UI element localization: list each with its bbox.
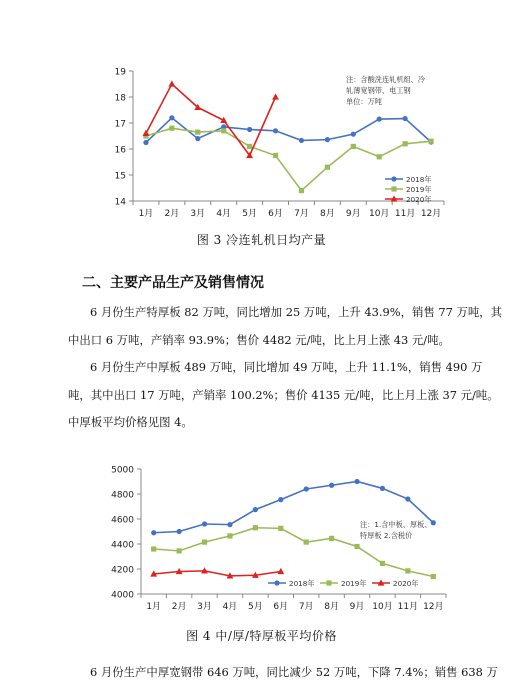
legend-marker <box>326 580 331 585</box>
data-point <box>278 526 283 531</box>
data-point <box>247 144 252 149</box>
data-point <box>377 117 382 122</box>
legend-label: 2019年 <box>341 579 367 588</box>
x-tick-label: 6月 <box>268 209 283 219</box>
data-point <box>380 486 385 491</box>
data-point <box>405 568 410 573</box>
x-tick-label: 8月 <box>320 209 335 219</box>
data-point <box>299 138 304 143</box>
y-tick-label: 4000 <box>111 590 134 601</box>
y-tick-label: 17 <box>114 119 126 130</box>
y-tick-label: 5000 <box>111 465 134 476</box>
data-point <box>195 136 200 141</box>
data-point <box>278 497 283 502</box>
x-tick-label: 2月 <box>171 602 187 612</box>
chart-note: 轧薄宽钢带、电工钢 <box>346 86 411 95</box>
x-tick-label: 8月 <box>324 602 339 612</box>
data-point <box>273 153 278 158</box>
data-point <box>202 521 207 526</box>
data-point <box>428 139 433 144</box>
data-point <box>354 544 359 549</box>
x-tick-label: 2月 <box>164 209 180 219</box>
x-tick-label: 5月 <box>248 602 263 612</box>
x-tick-label: 11月 <box>394 209 416 219</box>
data-point <box>329 483 334 488</box>
figure3-chart <box>0 55 523 285</box>
chart-note: 注：1.含中板、厚板、 <box>360 520 432 529</box>
x-tick-label: 10月 <box>368 209 390 219</box>
data-point <box>273 128 278 133</box>
series-line <box>146 128 431 190</box>
data-point <box>151 546 156 551</box>
data-point <box>143 130 150 136</box>
data-point <box>169 126 174 131</box>
chart-note: 单位：万吨 <box>346 97 382 106</box>
legend-label: 2019年 <box>406 185 432 194</box>
legend-label: 2018年 <box>406 175 432 184</box>
section-heading: 二、主要产品生产及销售情况 <box>82 275 264 291</box>
paragraph-thick-plate: 6 月份生产特厚板 82 万吨，同比增加 25 万吨，上升 43.9%，销售 77 万吨，其中出口 6 万吨，产销率 93.9%；售价 4482 元/吨，比上月上涨 43 元/吨。 <box>68 305 503 347</box>
series-line <box>154 571 281 576</box>
x-tick-label: 7月 <box>298 602 314 612</box>
y-tick-label: 19 <box>114 67 126 78</box>
legend-label: 2020年 <box>393 579 419 588</box>
x-tick-label: 10月 <box>372 602 393 612</box>
data-point <box>405 496 410 501</box>
data-point <box>272 93 279 99</box>
x-tick-label: 3月 <box>197 602 212 612</box>
data-point <box>403 116 408 121</box>
y-tick-label: 18 <box>114 93 126 104</box>
x-tick-label: 9月 <box>345 209 361 219</box>
x-tick-label: 3月 <box>190 209 206 219</box>
legend-label: 2018年 <box>289 579 315 588</box>
data-point <box>151 530 156 535</box>
data-point <box>329 536 334 541</box>
data-point <box>253 525 258 530</box>
data-point <box>304 540 309 545</box>
data-point <box>299 188 304 193</box>
data-point <box>325 165 330 170</box>
data-point <box>247 127 252 132</box>
data-point <box>377 154 382 159</box>
figure4-caption: 图 4 中/厚/特厚板平均价格 <box>186 629 337 643</box>
x-tick-label: 12月 <box>423 602 444 612</box>
data-point <box>277 568 284 574</box>
data-point <box>380 561 385 566</box>
x-tick-label: 1月 <box>146 602 162 612</box>
paragraph-medium-plate: 6 月份生产中厚板 489 万吨，同比增加 49 万吨，上升 11.1%，销售 490 万吨，其中出口 17 万吨，产销率 100.2%；售价 4135 元/吨，比上月上涨 37 元/吨。中厚板平均价格见图 4。 <box>68 360 499 429</box>
y-tick-label: 4400 <box>111 540 134 551</box>
y-tick-label: 14 <box>114 197 126 208</box>
y-tick-label: 16 <box>114 145 126 156</box>
data-point <box>354 479 359 484</box>
x-tick-label: 6月 <box>273 602 289 612</box>
x-tick-label: 11月 <box>397 602 419 612</box>
data-point <box>169 115 174 120</box>
data-point <box>143 140 148 145</box>
legend-marker <box>391 186 396 191</box>
series-line <box>146 84 276 156</box>
data-point <box>177 548 182 553</box>
chart-note: 注：含酸洗连轧机组、冷 <box>346 75 426 84</box>
data-point <box>351 132 356 137</box>
data-point <box>403 141 408 146</box>
data-point <box>227 533 232 538</box>
y-tick-label: 4800 <box>111 490 134 501</box>
x-tick-label: 12月 <box>420 209 442 219</box>
y-tick-label: 4200 <box>111 565 134 576</box>
chart-note: 特厚板 2.含税价 <box>360 531 413 540</box>
y-tick-label: 4600 <box>111 515 134 526</box>
legend-marker <box>274 580 279 585</box>
figure3-caption: 图 3 冷连轧机日均产量 <box>196 233 327 247</box>
data-point <box>202 540 207 545</box>
legend-label: 2020年 <box>406 195 432 204</box>
data-point <box>253 507 258 512</box>
paragraph-wide-strip: 6 月份生产中厚宽钢带 646 万吨，同比减少 52 万吨，下降 7.4%；销售 638 万 <box>90 665 498 679</box>
x-tick-label: 9月 <box>349 602 365 612</box>
data-point <box>221 128 226 133</box>
data-point <box>195 130 200 135</box>
data-point <box>325 137 330 142</box>
x-tick-label: 7月 <box>294 209 309 219</box>
data-point <box>227 522 232 527</box>
figure4-chart <box>0 458 523 628</box>
x-tick-label: 4月 <box>216 209 232 219</box>
y-tick-label: 15 <box>114 171 126 182</box>
data-point <box>351 144 356 149</box>
x-tick-label: 4月 <box>222 602 238 612</box>
data-point <box>431 574 436 579</box>
data-point <box>304 486 309 491</box>
x-tick-label: 5月 <box>242 209 257 219</box>
x-tick-label: 1月 <box>138 209 154 219</box>
legend-marker <box>391 176 396 181</box>
data-point <box>177 529 182 534</box>
data-point <box>168 80 175 86</box>
